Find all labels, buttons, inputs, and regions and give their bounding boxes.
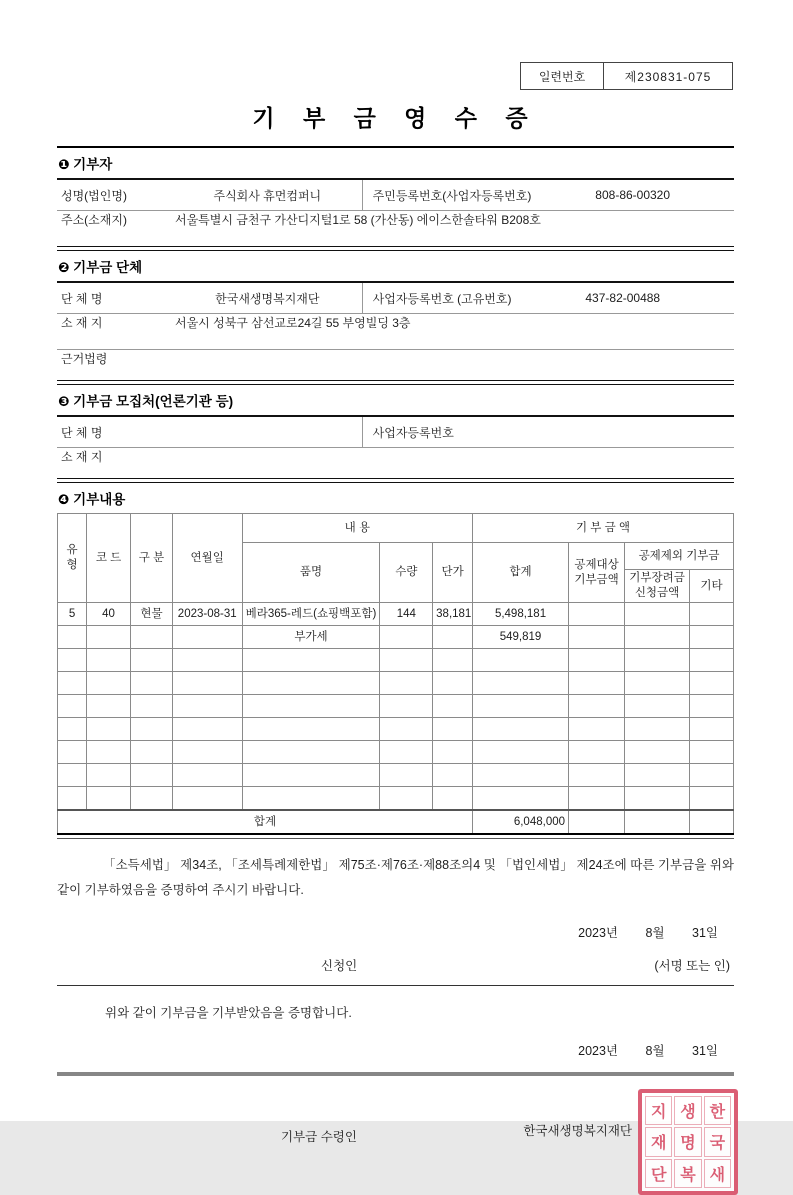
- stamp-character: 생: [674, 1096, 701, 1125]
- org-name-value: 한국새생명복지재단: [215, 291, 320, 306]
- certification-statement: 「소득세법」 제34조, 「조세특례제한법」 제75조·제76조·제88조의4 및 「법인세법」 제24조에 따른 기부금을 위와 같이 기부하였음을 증명하여 주시기 바랍니다.: [57, 858, 734, 897]
- collector-address-row: [57, 447, 734, 478]
- donation-table-cell: [380, 695, 433, 718]
- date-month: 8월: [645, 1044, 665, 1058]
- donation-table-cell: [473, 741, 569, 764]
- donation-table-cell: 549,819: [473, 626, 569, 649]
- donor-id-value: 808-86-00320: [595, 188, 671, 202]
- donation-table-cell: [380, 626, 433, 649]
- donation-table-cell: [242, 672, 380, 695]
- col-header-code: 코 드: [87, 514, 131, 603]
- donation-table-cell: [625, 764, 690, 787]
- col-header-division: 구 분: [131, 514, 173, 603]
- org-address-label: 소 재 지: [61, 316, 103, 330]
- donation-table-cell: [380, 764, 433, 787]
- col-header-incentive: 기부장려금 신청금액: [625, 570, 690, 603]
- col-header-item: 품명: [242, 543, 380, 603]
- donation-table-cell: [569, 741, 625, 764]
- donation-table-cell: [473, 672, 569, 695]
- donation-table-cell: [131, 741, 173, 764]
- signature-or-seal-label: (서명 또는 인): [654, 959, 730, 973]
- donation-table-cell: [242, 649, 380, 672]
- donation-table-cell: [172, 741, 242, 764]
- donation-table-row: [58, 649, 734, 672]
- donation-table-cell: [690, 764, 734, 787]
- org-address-row: [57, 313, 734, 349]
- donation-table-row: [58, 718, 734, 741]
- col-group-excluded: 공제제외 기부금: [625, 543, 734, 570]
- donation-table-cell: [625, 672, 690, 695]
- donation-table-cell: [569, 787, 625, 811]
- date-month: 8월: [645, 926, 665, 940]
- donation-table-cell: [433, 626, 473, 649]
- stamp-character: 지: [645, 1096, 672, 1125]
- donation-table-row: [58, 787, 734, 811]
- org-id-label: 사업자등록번호 (고유번호): [372, 291, 512, 306]
- col-header-etc: 기타: [690, 570, 734, 603]
- section-details: [57, 483, 734, 839]
- donor-address-label: 주소(소재지): [61, 213, 127, 227]
- donation-table-cell: [172, 649, 242, 672]
- stamp-character: 복: [674, 1159, 701, 1188]
- section-details-header: ❹ 기부내용: [58, 492, 126, 507]
- donation-table-cell: [569, 764, 625, 787]
- col-header-date: 연월일: [172, 514, 242, 603]
- donation-table-cell: [569, 603, 625, 626]
- org-name-label: 단 체 명: [61, 291, 103, 306]
- stamp-character: 재: [645, 1127, 672, 1156]
- section-donor-header: ❶ 기부자: [58, 157, 113, 172]
- total-row: [58, 810, 734, 834]
- donation-table-cell: [625, 718, 690, 741]
- donation-table-cell: [172, 764, 242, 787]
- donation-table-cell: [172, 695, 242, 718]
- donation-table-cell: [690, 741, 734, 764]
- org-address-value: 서울시 성북구 삼선교로24길 55 부영빌딩 3층: [175, 316, 411, 330]
- donation-table-cell: [473, 787, 569, 811]
- donation-table-cell: 5: [58, 603, 87, 626]
- donation-table-cell: [131, 718, 173, 741]
- donation-table-cell: [58, 741, 87, 764]
- donation-table-cell: [690, 672, 734, 695]
- donation-table-row: [58, 626, 734, 649]
- donation-table-cell: [87, 718, 131, 741]
- donation-table-cell: [690, 787, 734, 811]
- donation-table-cell: [242, 787, 380, 811]
- donation-table-cell: [87, 626, 131, 649]
- donation-table-cell: [87, 695, 131, 718]
- date-row-applicant: [57, 923, 734, 941]
- donation-table-cell: [242, 695, 380, 718]
- donation-table-cell: 베라365-레드(쇼핑백포함): [242, 603, 380, 626]
- donation-table-cell: [473, 649, 569, 672]
- donation-table-cell: [87, 672, 131, 695]
- col-header-unit-price: 단가: [433, 543, 473, 603]
- date-row-recipient: [57, 1041, 734, 1059]
- donation-table-cell: [569, 672, 625, 695]
- date-year: 2023년: [578, 926, 619, 940]
- donation-table-cell: [242, 741, 380, 764]
- date-day: 31일: [692, 1044, 718, 1058]
- total-empty-cell: [625, 810, 690, 834]
- section-organization-header: ❷ 기부금 단체: [58, 260, 143, 275]
- donation-table-cell: [433, 787, 473, 811]
- total-value: 6,048,000: [473, 810, 569, 834]
- donation-table-row: [58, 603, 734, 626]
- donation-table-cell: [690, 695, 734, 718]
- page-title: 기 부 금 영 수 증: [252, 105, 539, 131]
- page-bottom-rule: [57, 1072, 734, 1076]
- date-year: 2023년: [578, 1044, 619, 1058]
- donor-id-label: 주민등록번호(사업자등록번호): [372, 188, 532, 203]
- serial-number-label: 일련번호: [521, 63, 604, 89]
- col-group-content: 내 용: [242, 514, 473, 543]
- stamp-character: 새: [704, 1159, 731, 1188]
- col-header-deductible: 공제대상 기부금액: [569, 543, 625, 603]
- donation-table-cell: [58, 718, 87, 741]
- stamp-character: 명: [674, 1127, 701, 1156]
- donation-table-cell: 40: [87, 603, 131, 626]
- donation-table-row: [58, 672, 734, 695]
- donor-name-value: 주식회사 휴먼컴퍼니: [213, 188, 322, 203]
- recipient-org-name: 한국새생명복지재단: [523, 1124, 632, 1138]
- donation-table-cell: [87, 741, 131, 764]
- stamp-character: 국: [704, 1127, 731, 1156]
- donation-table-cell: [625, 787, 690, 811]
- collector-address-value: [173, 448, 734, 478]
- total-empty-cell: [569, 810, 625, 834]
- donation-table-cell: [58, 626, 87, 649]
- collector-name-label: 단 체 명: [61, 425, 103, 440]
- section-organization: [57, 251, 734, 385]
- donation-table-cell: [433, 764, 473, 787]
- donation-table-cell: [380, 741, 433, 764]
- donation-table-cell: [131, 764, 173, 787]
- receipt-confirmation-statement: 위와 같이 기부금을 기부받았음을 증명합니다.: [105, 1006, 352, 1020]
- stamp-column: [674, 1096, 701, 1188]
- donation-table-cell: [433, 672, 473, 695]
- col-header-total: 합계: [473, 543, 569, 603]
- total-label: 합계: [58, 810, 473, 834]
- donation-table-cell: [87, 787, 131, 811]
- col-header-qty: 수량: [380, 543, 433, 603]
- donation-table-cell: [690, 626, 734, 649]
- donation-table-cell: [473, 695, 569, 718]
- donation-table-cell: [380, 672, 433, 695]
- donation-table-cell: [690, 649, 734, 672]
- donation-table-cell: [625, 603, 690, 626]
- donation-table-cell: [172, 672, 242, 695]
- donation-table-cell: 144: [380, 603, 433, 626]
- donation-table-cell: [473, 764, 569, 787]
- donation-table-cell: [625, 649, 690, 672]
- section-collector-header: ❸ 기부금 모집처(언론기관 등): [58, 394, 234, 409]
- section-collector: [57, 385, 734, 483]
- applicant-row: [57, 956, 734, 974]
- org-law-row: [57, 349, 734, 380]
- donation-table-cell: [433, 649, 473, 672]
- donation-table-cell: [58, 672, 87, 695]
- donation-table-cell: [131, 695, 173, 718]
- donation-table-row: [58, 764, 734, 787]
- donation-table-cell: [380, 718, 433, 741]
- total-empty-cell: [690, 810, 734, 834]
- col-group-amount: 기 부 금 액: [473, 514, 734, 543]
- recipient-row: [57, 1087, 734, 1184]
- org-name-row: [57, 283, 734, 313]
- donation-table-body: [58, 603, 734, 811]
- donation-table-cell: [58, 649, 87, 672]
- donation-table-cell: [690, 603, 734, 626]
- donor-name-label: 성명(법인명): [61, 188, 127, 203]
- section-donor: [57, 148, 734, 251]
- col-header-type: 유 형: [58, 514, 87, 603]
- collector-address-label: 소 재 지: [61, 450, 103, 464]
- serial-number-value: 제230831-075: [624, 69, 712, 84]
- donation-table-cell: [172, 626, 242, 649]
- donor-address-value: 서울특별시 금천구 가산디지털1로 58 (가산동) 에이스한솔타워 B208호: [175, 213, 541, 227]
- donation-table-cell: [569, 718, 625, 741]
- donation-table-cell: [380, 787, 433, 811]
- donation-table-cell: [625, 741, 690, 764]
- stamp-character: 단: [645, 1159, 672, 1188]
- donation-table-cell: [569, 626, 625, 649]
- signature-divider: [57, 985, 734, 986]
- donation-table-cell: [131, 787, 173, 811]
- donation-table-cell: [58, 764, 87, 787]
- donation-table-cell: [690, 718, 734, 741]
- donation-table-cell: [569, 695, 625, 718]
- donation-table-cell: [131, 672, 173, 695]
- donation-table-row: [58, 695, 734, 718]
- stamp-column: [704, 1096, 731, 1188]
- donation-table-cell: 38,181: [433, 603, 473, 626]
- donation-table-cell: 5,498,181: [473, 603, 569, 626]
- donor-address-row: [57, 210, 734, 246]
- donation-table: [57, 513, 734, 835]
- org-law-label: 근거법령: [61, 352, 108, 366]
- donation-table-cell: [473, 718, 569, 741]
- donation-table-cell: [433, 741, 473, 764]
- org-law-value: [173, 350, 734, 380]
- stamp-character: 한: [704, 1096, 731, 1125]
- donation-table-cell: [131, 626, 173, 649]
- donation-table-cell: [87, 649, 131, 672]
- donation-table-cell: [380, 649, 433, 672]
- donation-table-cell: [569, 649, 625, 672]
- donation-table-cell: [625, 695, 690, 718]
- recipient-label: 기부금 수령인: [281, 1130, 357, 1144]
- donation-table-cell: [433, 718, 473, 741]
- stamp-column: [645, 1096, 672, 1188]
- date-day: 31일: [692, 926, 718, 940]
- document-content: [57, 0, 734, 1184]
- donation-table-cell: [625, 626, 690, 649]
- donation-table-cell: [242, 718, 380, 741]
- donation-table-cell: [433, 695, 473, 718]
- table-bottom-rule: [57, 838, 734, 839]
- donation-table-cell: 2023-08-31: [172, 603, 242, 626]
- collector-name-row: [57, 417, 734, 447]
- donation-table-cell: [172, 718, 242, 741]
- donor-name-row: [57, 180, 734, 210]
- donation-table-cell: [172, 787, 242, 811]
- donation-table-cell: 현물: [131, 603, 173, 626]
- donation-table-cell: 부가세: [242, 626, 380, 649]
- donation-table-row: [58, 741, 734, 764]
- donation-table-cell: [58, 695, 87, 718]
- donation-table-cell: [58, 787, 87, 811]
- donation-table-cell: [242, 764, 380, 787]
- donation-table-cell: [131, 649, 173, 672]
- org-id-value: 437-82-00488: [585, 291, 661, 305]
- collector-id-label: 사업자등록번호: [372, 425, 454, 440]
- organization-seal-stamp: [638, 1089, 738, 1195]
- applicant-label: 신청인: [321, 959, 358, 973]
- donation-table-cell: [87, 764, 131, 787]
